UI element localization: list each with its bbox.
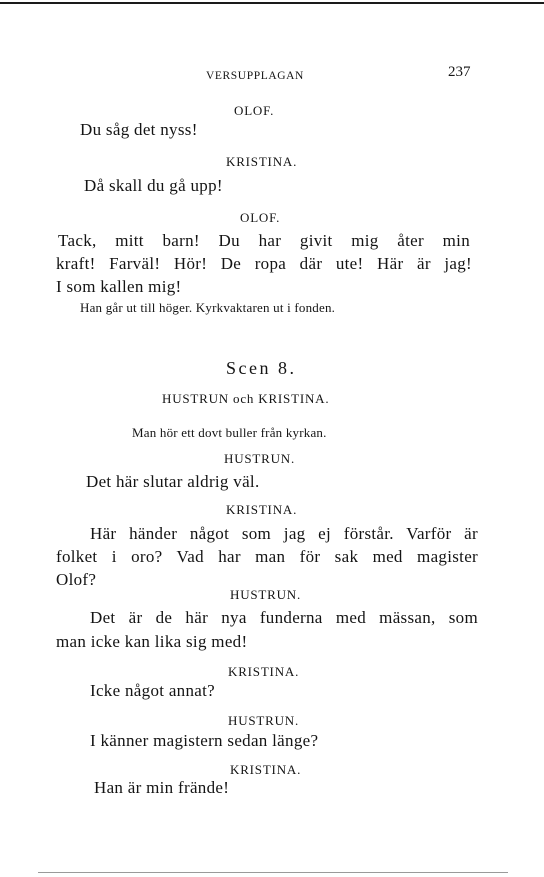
dialogue-line-5b: folket i oro? Vad har man för sak med magister [56,547,478,566]
speaker-kristina-3: KRISTINA. [228,664,300,679]
speaker-olof-2: OLOF. [240,210,281,225]
speaker-kristina-4: KRISTINA. [230,762,302,777]
scene-characters: HUSTRUN och KRISTINA. [162,391,330,406]
dialogue-line-6a: Det är de här nya funderna med mässan, som [90,608,478,627]
speaker-hustrun-2: HUSTRUN. [230,587,302,602]
speaker-kristina-2: KRISTINA. [226,502,298,517]
page-number: 237 [448,64,471,80]
page-top-border [0,2,544,4]
dialogue-line-8: I känner magistern sedan länge? [90,731,319,750]
dialogue-line-5a: Här händer något som jag ej förstår. Varför är [90,524,478,543]
dialogue-line-3b: kraft! Farväl! Hör! De ropa där ute! Här är jag! [56,254,472,273]
dialogue-line-1: Du såg det nyss! [80,120,198,139]
speaker-olof-1: OLOF. [234,103,275,118]
speaker-hustrun-1: HUSTRUN. [224,451,296,466]
dialogue-line-3a: Tack, mitt barn! Du har givit mig åter min [58,231,470,250]
speaker-hustrun-3: HUSTRUN. [228,713,300,728]
dialogue-line-9: Han är min frände! [94,778,230,797]
running-head: VERSUPPLAGAN [206,70,304,82]
dialogue-line-3c: I som kallen mig! [56,277,182,296]
dialogue-line-7: Icke något annat? [90,681,215,700]
dialogue-line-5c: Olof? [56,570,97,589]
dialogue-line-2: Då skall du gå upp! [84,176,223,195]
dialogue-line-6b: man icke kan lika sig med! [56,632,248,651]
dialogue-line-4: Det här slutar aldrig väl. [86,472,260,491]
speaker-kristina-1: KRISTINA. [226,154,298,169]
stage-direction-2: Man hör ett dovt buller från kyrkan. [132,425,327,440]
stage-direction-1: Han går ut till höger. Kyrkvaktaren ut i fonden. [80,300,336,315]
page-bottom-rule [38,872,508,873]
scene-title: Scen 8. [226,358,297,378]
